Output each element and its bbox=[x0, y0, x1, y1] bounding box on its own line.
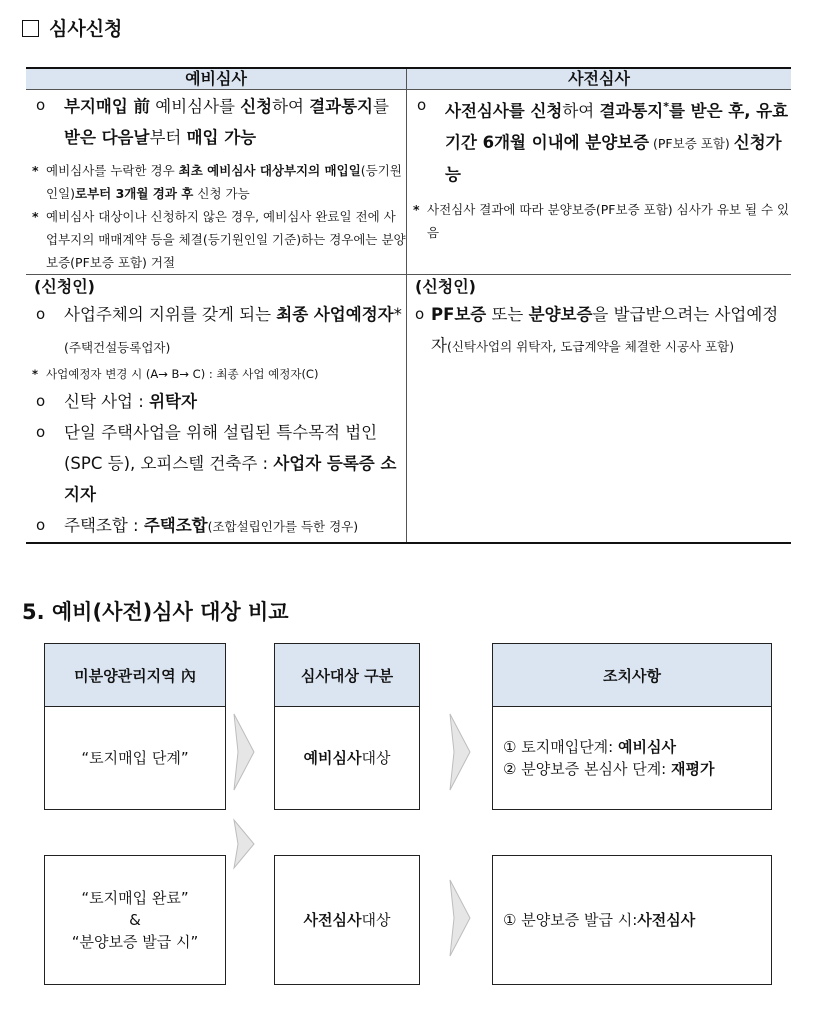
applicant-header-right: (신청인) bbox=[415, 277, 476, 296]
flow-box-action-1 bbox=[492, 643, 772, 810]
comparison-table bbox=[26, 67, 791, 544]
flow-target-preliminary: 예비심사 대상 bbox=[303, 749, 391, 767]
applicant-header-left: (신청인) bbox=[34, 277, 95, 296]
flow-box-target-1 bbox=[274, 643, 420, 810]
arrow-right-icon bbox=[232, 712, 256, 792]
preliminary-note-2: * 예비심사 대상이나 신청하지 않은 경우, 예비심사 완료일 전에 사업부지의 매매계약 등을 체결(등기원인일 기준)하는 경우에는 분양보증(PF보증 포함) 거절 bbox=[32, 209, 406, 270]
applicant-item-2: o 신탁 사업 : 위탁자 bbox=[36, 392, 197, 411]
flow-header-target: 심사대상 구분 bbox=[275, 644, 419, 707]
flow-action-list-2: ① 분양보증 발급 시: 사전심사 bbox=[503, 911, 696, 929]
action-item-1: ① 토지매입단계: 예비심사 bbox=[503, 738, 676, 756]
flow-box-stage-2 bbox=[44, 855, 226, 985]
cell-pre-review-applicant bbox=[407, 275, 792, 544]
cell-pre-review-main bbox=[407, 90, 792, 275]
arrow-right-icon bbox=[232, 818, 256, 870]
comparison-section-title: 5. 예비(사전)심사 대상 비교 bbox=[22, 600, 289, 624]
applicant-item-3: o 단일 주택사업을 위해 설립된 특수목적 법인(SPC 등), 오피스텔 건축주 : 사업자 등록증 소지자 bbox=[36, 423, 397, 504]
pre-review-note: * 사전심사 결과에 따라 분양보증(PF보증 포함) 심사가 유보 될 수 있음 bbox=[413, 201, 790, 240]
flow-header-region: 미분양관리지역 內 bbox=[45, 644, 225, 707]
header-pre-review: 사전심사 bbox=[407, 68, 792, 90]
arrow-right-icon bbox=[448, 878, 472, 958]
flow-action-list-1 bbox=[493, 707, 771, 809]
flow-box-stage-1 bbox=[44, 643, 226, 810]
applicant-change-note: * 사업예정자 변경 시 (A→ B→ C) : 최종 사업 예정자(C) bbox=[32, 367, 319, 381]
applicant-item-4: o 주택조합 : 주택조합(조합설립인가를 득한 경우) bbox=[36, 516, 359, 535]
pre-review-main-item: o 사전심사를 신청하여 결과통지*를 받은 후, 유효기간 6개월 이내에 분양보증 (PF보증 포함) 신청가능 bbox=[417, 96, 789, 184]
flow-stage-purchase-complete: “토지매입 완료” & “분양보증 발급 시” bbox=[71, 889, 199, 951]
cell-preliminary-applicant bbox=[26, 275, 407, 544]
flow-stage-land-purchase: “토지매입 단계” bbox=[81, 749, 189, 767]
preliminary-note-1: * 예비심사를 누락한 경우 최초 예비심사 대상부지의 매입일(등기원인일)로부터 3개월 경과 후 신청 가능 bbox=[32, 163, 402, 201]
pre-review-applicant-item: o PF보증 또는 분양보증을 발급받으려는 사업예정자(신탁사업의 위탁자, 도급계약을 체결한 시공사 포함) bbox=[415, 305, 779, 355]
section-title: 심사신청 bbox=[22, 14, 122, 41]
flow-box-target-2 bbox=[274, 855, 420, 985]
arrow-right-icon bbox=[448, 712, 472, 792]
preliminary-main-item: o 부지매입 前 예비심사를 신청하여 결과통지를 받은 다음날부터 매입 가능 bbox=[36, 96, 389, 147]
flow-box-action-2 bbox=[492, 855, 772, 985]
action-item-2: ② 분양보증 본심사 단계: 재평가 bbox=[503, 760, 715, 778]
flow-target-pre-review: 사전심사 대상 bbox=[303, 911, 391, 929]
cell-preliminary-main bbox=[26, 90, 407, 275]
checkbox-square-icon bbox=[22, 20, 39, 37]
header-preliminary: 예비심사 bbox=[26, 68, 407, 90]
flow-header-action: 조치사항 bbox=[493, 644, 771, 707]
applicant-item-1: o 사업주체의 지위를 갖게 되는 최종 사업예정자* (주택건설등록업자) bbox=[36, 305, 402, 355]
